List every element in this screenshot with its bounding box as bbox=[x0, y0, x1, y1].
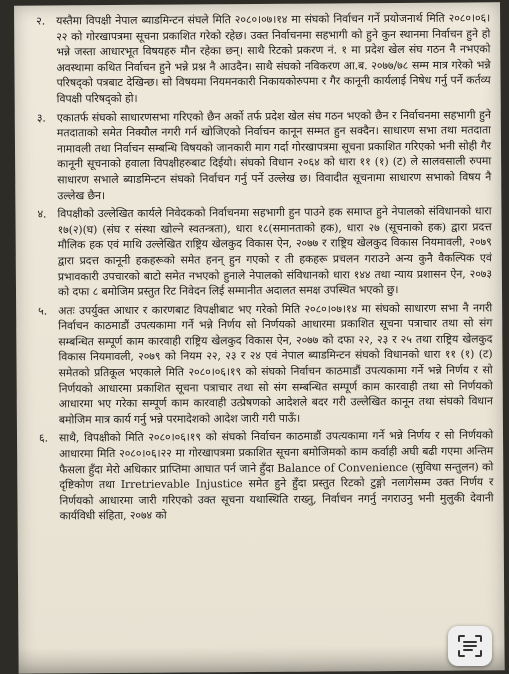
paragraph-3 bbox=[33, 107, 492, 204]
paragraph-4 bbox=[33, 203, 492, 300]
paragraph-6 bbox=[35, 428, 494, 525]
page-edge-shadow bbox=[18, 644, 504, 673]
paragraph-number: ५. bbox=[38, 304, 48, 318]
paragraph-text: यस्तैमा विपक्षी नेपाल ब्याडमिन्टन संघले मिति २०८०।०७।१४ मा संघको निर्वाचन गर्ने प्रयोजनार्थ मिति २०८०।०६।२२ को गोरखापत्रमा सूचना प्रकाशित गरेको रहेछ। उक्त निर्वाचनमा सहभागी को हुने कुन स्थानमा निर्वाचन हुने हो भन्ने जस्ता आधारभूत विषयहरु मौन रहेका छन्। साथै रिटको प्रकरण नं. १ मा प्रदेश खेल संघ गठन नै नभएको अवस्थामा कथित निर्वाचन हुने भन्ने प्रश्न नै आउदैन। साथै संघको नविकरण आ.ब. २०७७/७८ सम्म मात्र गरेको भन्ने परिषद्को पत्रबाट देखिन्छ। सो विषयमा नियमनकारी निकायकोरुपमा र गैर कानूनी कार्यलाई निषेध गर्नु पर्ने कर्तव्य विपक्षी परिषद्को हो। bbox=[56, 11, 491, 106]
paragraph-number: ६. bbox=[38, 431, 49, 445]
paragraph-number: २. bbox=[36, 14, 46, 28]
scan-text-button[interactable] bbox=[448, 626, 492, 666]
document-body bbox=[32, 10, 494, 527]
paragraph-text: साथै, विपक्षीको मिति २०८०।०६।१९ को संघको निर्वाचन काठमाडौं उपत्यकामा गर्ने भन्ने निर्णय र सो निर्णयको आधारमा मिति २०८०।०६।२२ मा गोरखापत्रमा प्रकाशित सूचना बमोजिमको काम कर्वाही अघी बढी गएमा अन्तिम फैसला हुँदा मेरो अधिकार प्राप्तिमा आघात पर्न जाने हुँदा Balance of Convenience (सुविधा सन्तुलन) को दृष्टिकोण तथा Irretrievable Injustice समेत हुने हुँदा प्रस्तुत रिटको टुङ्गो नलागेसम्म उक्त निर्णय र निर्णयको आधारमा जारी गरिएको उक्त सूचना यथास्थिति राख्नु, निर्वाचन नगर्नु नगराउनु भनी मुलुकी देवानी कार्यविधी संहिता, २०७४ को bbox=[58, 428, 494, 523]
paragraph-number: ३. bbox=[36, 111, 46, 125]
paragraph-5 bbox=[34, 300, 493, 428]
paragraph-2 bbox=[32, 10, 491, 107]
scan-text-icon bbox=[457, 634, 483, 658]
document-page bbox=[14, 2, 505, 673]
paragraph-text: एकातर्फ संघको साधारणसभा गरिएको छैन अर्को तर्फ प्रदेश खेल संघ गठन भएको छैन र निर्वाचनमा सहभागी हुने मतदाताको समेत निक्यौल नगरी गर्न खोजिएको निर्वाचन कानून सम्मत हुन सक्दैन। साधारण सभा तथा मतदाता नामावली तथा निर्वाचन सम्बन्धि विषयको जानकारी माग गर्दा गोरखापत्रमा सूचना प्रकाशित गरिएको भनी सोही गैर कानूनी सूचनाको हवाला विपक्षीहरुबाट दिईयो। संघको विधान २०६४ को धारा ११ (१) (ट) ले सालवसाली रुपमा साधारण सभाले ब्याडमिन्टन संघको निर्वाचन गर्नु पर्ने उल्लेख छ। विवादीत सूचनामा साधारण सभाको विषय नै उल्लेख छैन। bbox=[56, 107, 492, 202]
paragraph-number: ४. bbox=[37, 207, 47, 221]
paragraph-text: अतः उपर्युक्त आधार र कारणबाट विपक्षीबाट भए गरेको मिति २०८०।०७।१४ मा संघको साधारण सभा नै नगरी निर्वाचन काठमाडौं उपत्यकामा गर्ने भन्ने निर्णय सो निर्णयको आधारमा प्रकाशित सूचना पत्राचार तथा सो संग सम्बन्धित सम्पूर्ण काम कारवाही राष्ट्रिय खेलकुद विकास ऐन, २०७७ को दफा २२, २३ र २५ तथा राष्ट्रिय खेलकुद विकास नियमावली, २०७९ को नियम २२, २३ र २४ एवं नेपाल ब्याडमिन्टन संघको विधानको धारा ११ (१) (ट) समेतको प्रतिकूल भएकाले मिति २०८०।०६।१९ को संघको निर्वाचन काठमाडौं उपत्यकामा गर्ने भन्ने निर्णय र सो निर्णयको आधारमा प्रकाशित सूचना पत्राचार तथा सो संग सम्बन्धित सम्पूर्ण काम कारवाही तथा सो निर्णयको आधारमा भए गरेका सम्पूर्ण काम कारवाही उत्प्रेषणको आदेशले बदर गरी उल्लेखित कानून तथा संघको विधान बमोजिम मात्र कार्य गर्नु भन्ने परमादेशको आदेश जारी गरी पाऊँ। bbox=[58, 301, 493, 427]
paragraph-text: विपक्षीको उल्लेखित कार्यले निवेदकको निर्वाचनमा सहभागी हुन पाउने हक समाप्त हुने नेपालको संविधानको धारा १७(२)(घ) (संघ र संस्था खोल्ने स्वतन्त्रता), धारा १८(समानताको हक), धारा २७ (सूचनाको हक) द्वारा प्रदत्त मौलिक हक एवं माथि उल्लेखित राष्ट्रिय खेलकुद विकास ऐन, २०७७ र राष्ट्रिय खेलकुद विकास नियमावली, २०७९ द्वारा प्रदत्त कानूनी हकहरूको समेत हनन् हुन गएको र ती हकहरू प्रचलन गराउने अन्य कुनै वैकल्पिक एवं प्रभावकारी उपचारको बाटो समेत नभएको हुनाले नेपालको संविधानको धारा १४४ तथा न्याय प्रशासन ऐन, २०७३ को दफा ८ बमोजिम प्रस्तुत रिट निवेदन लिई सम्मानीत अदालत समक्ष उपस्थित भएको छु। bbox=[57, 204, 492, 299]
